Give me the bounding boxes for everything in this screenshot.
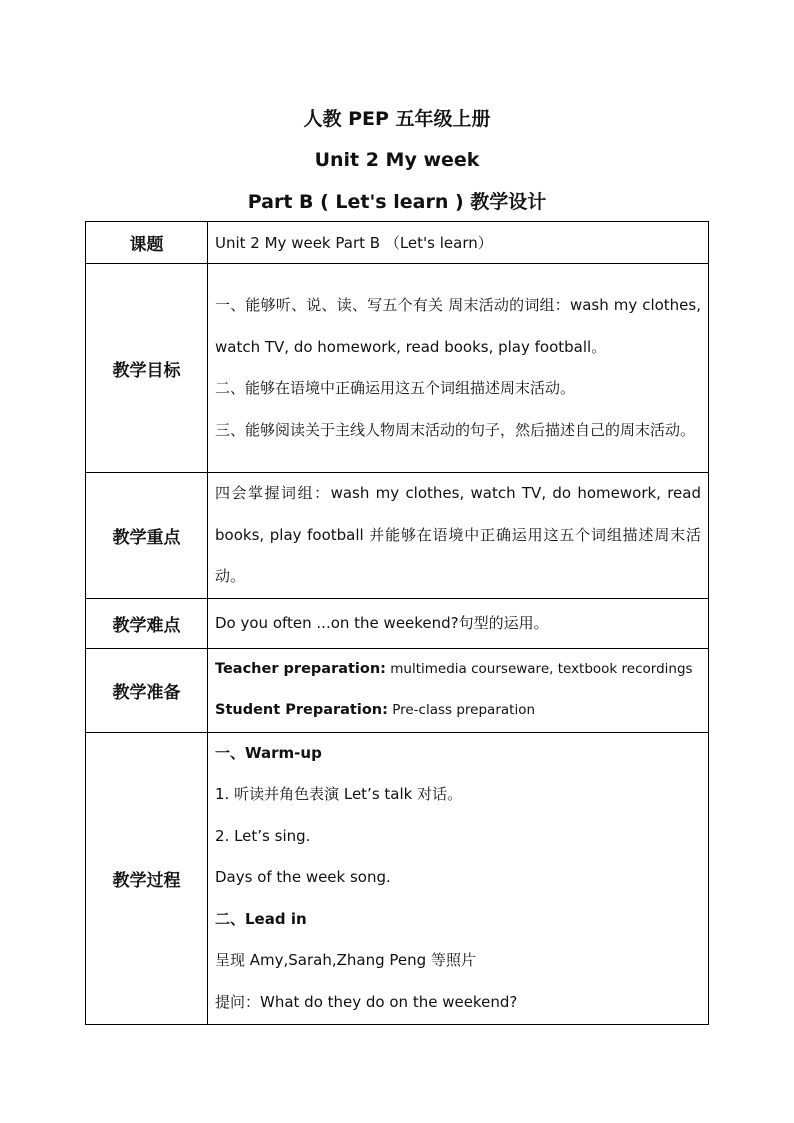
process-label: 教学过程 bbox=[86, 732, 208, 1024]
objectives-label: 教学目标 bbox=[86, 264, 208, 473]
process-step: 1. 听读并角色表演 Let’s talk 对话。 bbox=[215, 785, 463, 804]
topic-text: Unit 2 My week Part B （Let's learn） bbox=[215, 233, 493, 252]
difficulties-text: Do you often ...on the weekend?句型的运用。 bbox=[215, 614, 549, 632]
process-step: Days of the week song. bbox=[215, 868, 391, 887]
objectives-cell bbox=[208, 264, 709, 473]
process-step: 呈现 Amy,Sarah,Zhang Peng 等照片 bbox=[215, 951, 476, 970]
process-cell bbox=[208, 732, 709, 1024]
key-points-cell bbox=[208, 473, 709, 599]
objective-1: 一、能够听、说、读、写五个有关 周末活动的词组：wash my clothes, watch TV, do homework, read books, play football。 bbox=[215, 296, 701, 356]
process-step: 2. Let’s sing. bbox=[215, 826, 311, 845]
topic-label: 课题 bbox=[86, 222, 208, 264]
topic-cell bbox=[208, 222, 709, 264]
objective-3: 三、能够阅读关于主线人物周末活动的句子，然后描述自己的周末活动。 bbox=[215, 420, 696, 439]
teacher-preparation-label: Teacher preparation: bbox=[215, 661, 386, 677]
key-points-text: 四会掌握词组：wash my clothes, watch TV, do homework, read books, play football 并能够在语境中正确运用这五个词组描述周末活动。 bbox=[215, 484, 701, 585]
student-preparation bbox=[215, 690, 701, 731]
process-section-warmup: 一、Warm-up bbox=[215, 743, 322, 762]
process-step: 提问：What do they do on the weekend? bbox=[215, 992, 518, 1011]
preparation-cell bbox=[208, 648, 709, 732]
difficulties-label: 教学难点 bbox=[86, 598, 208, 648]
objective-2: 二、能够在语境中正确运用这五个词组描述周末活动。 bbox=[215, 379, 576, 397]
process-section-lead-in: 二、Lead in bbox=[215, 909, 307, 928]
row-topic bbox=[86, 222, 709, 264]
student-preparation-label: Student Preparation: bbox=[215, 702, 388, 718]
key-points-label: 教学重点 bbox=[86, 473, 208, 599]
row-key-points bbox=[86, 473, 709, 599]
document-title: 人教 PEP 五年级上册 bbox=[303, 108, 491, 130]
row-preparation bbox=[86, 648, 709, 732]
row-process bbox=[86, 732, 709, 1024]
unit-title: Unit 2 My week bbox=[314, 149, 480, 171]
row-difficulties bbox=[86, 598, 709, 648]
difficulties-cell bbox=[208, 598, 709, 648]
student-preparation-text: Pre-class preparation bbox=[387, 702, 536, 718]
preparation-label: 教学准备 bbox=[86, 648, 208, 732]
teacher-preparation-text: multimedia courseware, textbook recordings bbox=[385, 661, 693, 677]
row-objectives bbox=[86, 264, 709, 473]
teacher-preparation bbox=[215, 649, 701, 690]
lesson-plan-table bbox=[85, 221, 709, 1025]
lesson-title: Part B ( Let's learn ) 教学设计 bbox=[247, 191, 547, 213]
